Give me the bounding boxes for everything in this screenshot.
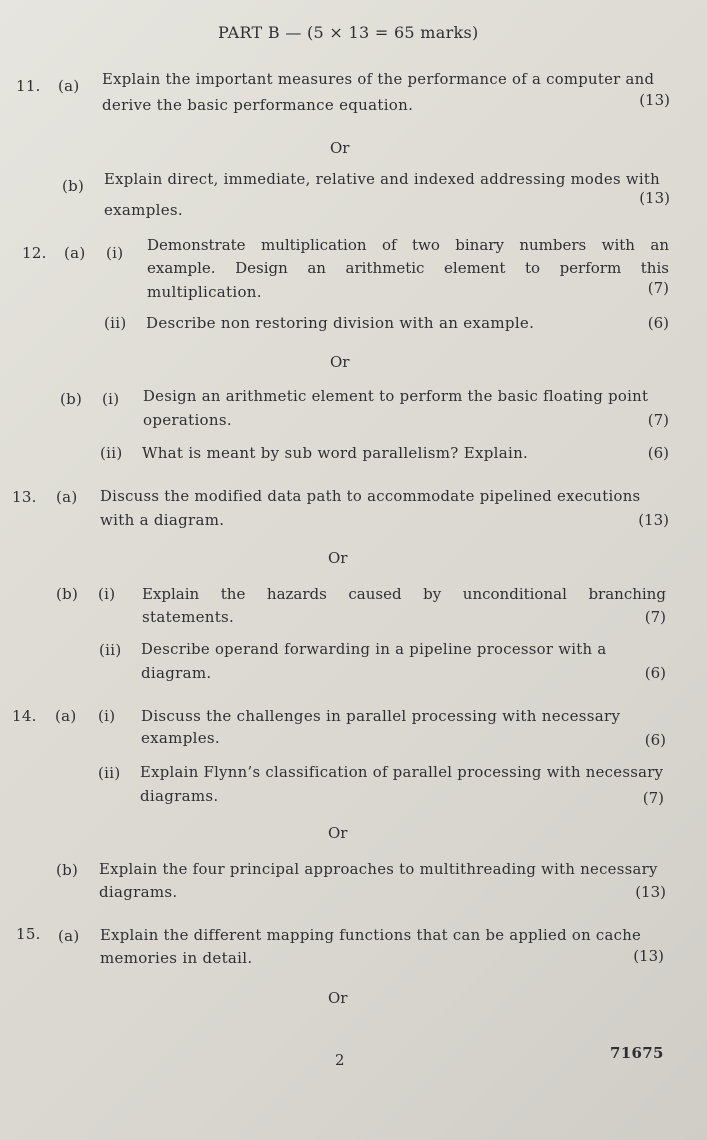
or-separator-12: Or <box>330 353 350 371</box>
q15-a-line1: Explain the different mapping functions that can be applied on cache <box>100 927 642 944</box>
q12-b-ii-marks: (6) <box>647 444 669 462</box>
q11-part-a-label: (a) <box>58 77 80 95</box>
q13-b-ii-label: (ii) <box>99 641 122 659</box>
q12-b-ii-line1: What is meant by sub word parallelism? Explain. <box>142 444 529 462</box>
question-number-11: 11. <box>16 77 41 95</box>
q12-a-i-label: (i) <box>106 244 124 262</box>
question-number-15: 15. <box>16 925 41 943</box>
q12-b-i-label: (i) <box>102 390 120 408</box>
q13-a-line2: with a diagram. <box>100 511 225 529</box>
q15-a-line2: memories in detail. <box>100 949 253 967</box>
q11-b-line1: Explain direct, immediate, relative and indexed addressing modes with <box>104 171 660 188</box>
q14-a-i-line1: Discuss the challenges in parallel processing with necessary <box>141 707 621 725</box>
q12-a-ii-label: (ii) <box>104 314 127 332</box>
q13-a-marks: (13) <box>638 511 669 529</box>
or-separator-15: Or <box>328 989 348 1007</box>
q11-a-line1: Explain the important measures of the performance of a computer and <box>102 71 655 88</box>
q11-b-marks: (13) <box>639 189 670 207</box>
q14-a-ii-line1: Explain Flynn’s classification of parallel processing with necessary <box>140 764 664 781</box>
q14-a-i-marks: (6) <box>644 731 666 749</box>
q12-a-i-line1: Demonstrate multiplication of two binary numbers with an <box>147 236 669 254</box>
or-separator-11: Or <box>330 139 350 157</box>
q13-part-b-label: (b) <box>56 585 79 603</box>
question-number-13: 13. <box>12 488 37 506</box>
q11-b-line2: examples. <box>104 201 183 219</box>
question-number-12: 12. <box>22 244 47 262</box>
q13-part-a-label: (a) <box>56 488 78 506</box>
q14-a-i-label: (i) <box>98 707 116 725</box>
q12-b-i-line2: operations. <box>143 411 232 429</box>
part-header: PART B — (5 × 13 = 65 marks) <box>218 23 479 42</box>
q13-b-ii-marks: (6) <box>644 664 666 682</box>
q14-part-a-label: (a) <box>55 707 77 725</box>
q14-a-i-line2: examples. <box>141 729 220 747</box>
q12-part-b-label: (b) <box>60 390 83 408</box>
q11-a-line2: derive the basic performance equation. <box>102 96 414 114</box>
q12-part-a-label: (a) <box>64 244 86 262</box>
q12-b-ii-label: (ii) <box>100 444 123 462</box>
q14-a-ii-label: (ii) <box>98 764 121 782</box>
q11-a-marks: (13) <box>639 91 670 109</box>
q11-part-b-label: (b) <box>62 177 85 195</box>
q14-a-ii-line2: diagrams. <box>140 787 219 805</box>
q13-b-i-line1: Explain the hazards caused by unconditional branching <box>142 585 666 603</box>
q13-b-i-marks: (7) <box>644 608 666 626</box>
q12-b-i-line1: Design an arithmetic element to perform the basic floating point <box>143 388 649 405</box>
q14-b-marks: (13) <box>635 883 666 901</box>
q12-a-i-line3: multiplication. <box>147 283 262 301</box>
q13-b-i-label: (i) <box>98 585 116 603</box>
q12-a-ii-line1: Describe non restoring division with an example. <box>146 314 535 332</box>
q13-b-ii-line1: Describe operand forwarding in a pipeline processor with a <box>141 641 607 658</box>
q14-part-b-label: (b) <box>56 861 79 879</box>
q12-a-i-marks: (7) <box>647 279 669 297</box>
q14-b-line2: diagrams. <box>99 883 178 901</box>
or-separator-13: Or <box>328 549 348 567</box>
q13-b-i-line2: statements. <box>142 608 235 626</box>
question-number-14: 14. <box>12 707 37 725</box>
q12-a-i-line2: example. Design an arithmetic element to perform this <box>147 259 669 277</box>
q15-a-marks: (13) <box>633 947 664 965</box>
q12-a-ii-marks: (6) <box>647 314 669 332</box>
paper-code: 71675 <box>610 1044 664 1062</box>
q14-a-ii-marks: (7) <box>642 789 664 807</box>
or-separator-14: Or <box>328 824 348 842</box>
q12-b-i-marks: (7) <box>647 411 669 429</box>
q14-b-line1: Explain the four principal approaches to multithreading with necessary <box>99 861 658 878</box>
q15-part-a-label: (a) <box>58 927 80 945</box>
page-number: 2 <box>335 1051 345 1069</box>
q13-a-line1: Discuss the modified data path to accommodate pipelined executions <box>100 488 641 505</box>
q13-b-ii-line2: diagram. <box>141 664 212 682</box>
